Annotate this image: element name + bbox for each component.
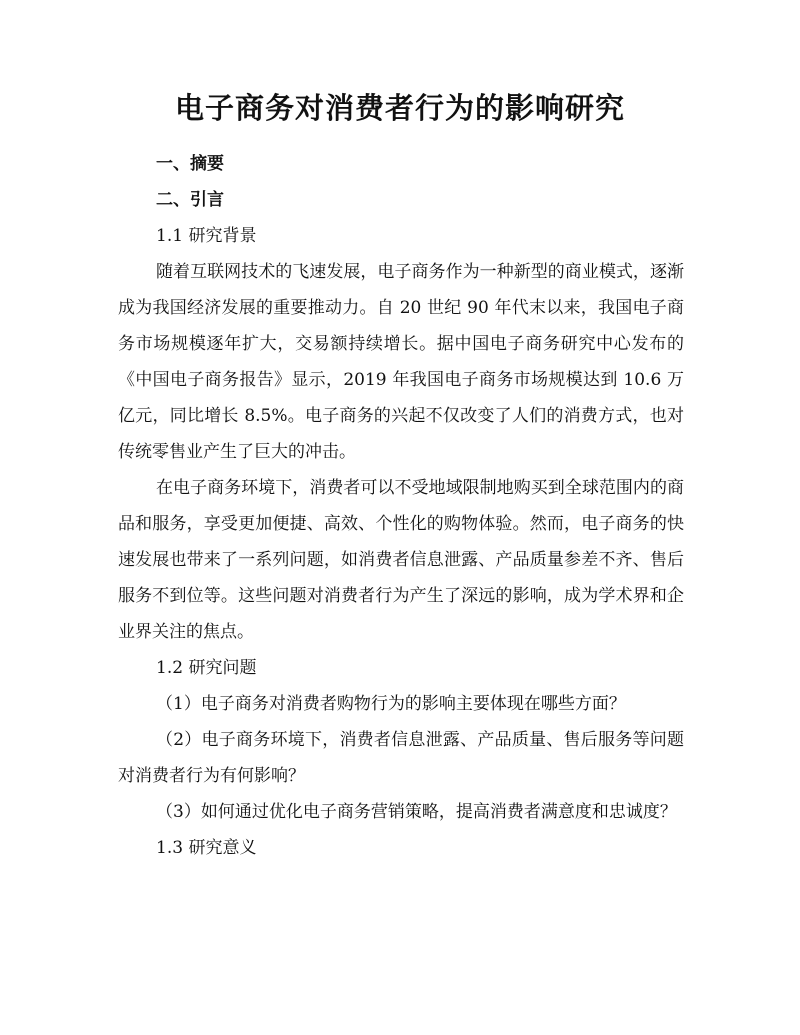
question-item-2: （2）电子商务环境下，消费者信息泄露、产品质量、售后服务等问题对消费者行为有何影响？ — [118, 730, 684, 786]
document-title: 电子商务对消费者行为的影响研究 — [174, 91, 625, 125]
paragraph-background-2: 在电子商务环境下，消费者可以不受地域限制地购买到全球范围内的商品和服务，享受更加便捷、高效、个性化的购物体验。然而，电子商务的快速发展也带来了一系列问题，如消费者信息泄露、产品质量参差不齐、售后服务不到位等。这些问题对消费者行为产生了深远的影响，成为学术界和企业界关注的焦点。 — [118, 478, 684, 642]
question-item-3: （3）如何通过优化电子商务营销策略，提高消费者满意度和忠诚度？ — [156, 802, 677, 822]
subsection-heading-questions: 1.2 研究问题 — [156, 658, 257, 678]
section-heading-intro: 二、引言 — [156, 190, 224, 210]
subsection-heading-background: 1.1 研究背景 — [156, 226, 257, 246]
paragraph-background-1: 随着互联网技术的飞速发展，电子商务作为一种新型的商业模式，逐渐成为我国经济发展的重要推动力。自 20 世纪 90 年代末以来，我国电子商务市场规模逐年扩大，交易额持续增长。据中国电子商务研究中心发布的《中国电子商务报告》显示，2019 年我国电子商务市场规模达到 10.6 万亿元，同比增长 8.5%。电子商务的兴起不仅改变了人们的消费方式，也对传统零售业产生了巨大的冲击。 — [118, 262, 684, 462]
subsection-heading-significance: 1.3 研究意义 — [156, 838, 257, 858]
section-heading-abstract: 一、摘要 — [156, 154, 224, 174]
question-item-1: （1）电子商务对消费者购物行为的影响主要体现在哪些方面？ — [156, 694, 626, 714]
document-body — [118, 146, 684, 866]
